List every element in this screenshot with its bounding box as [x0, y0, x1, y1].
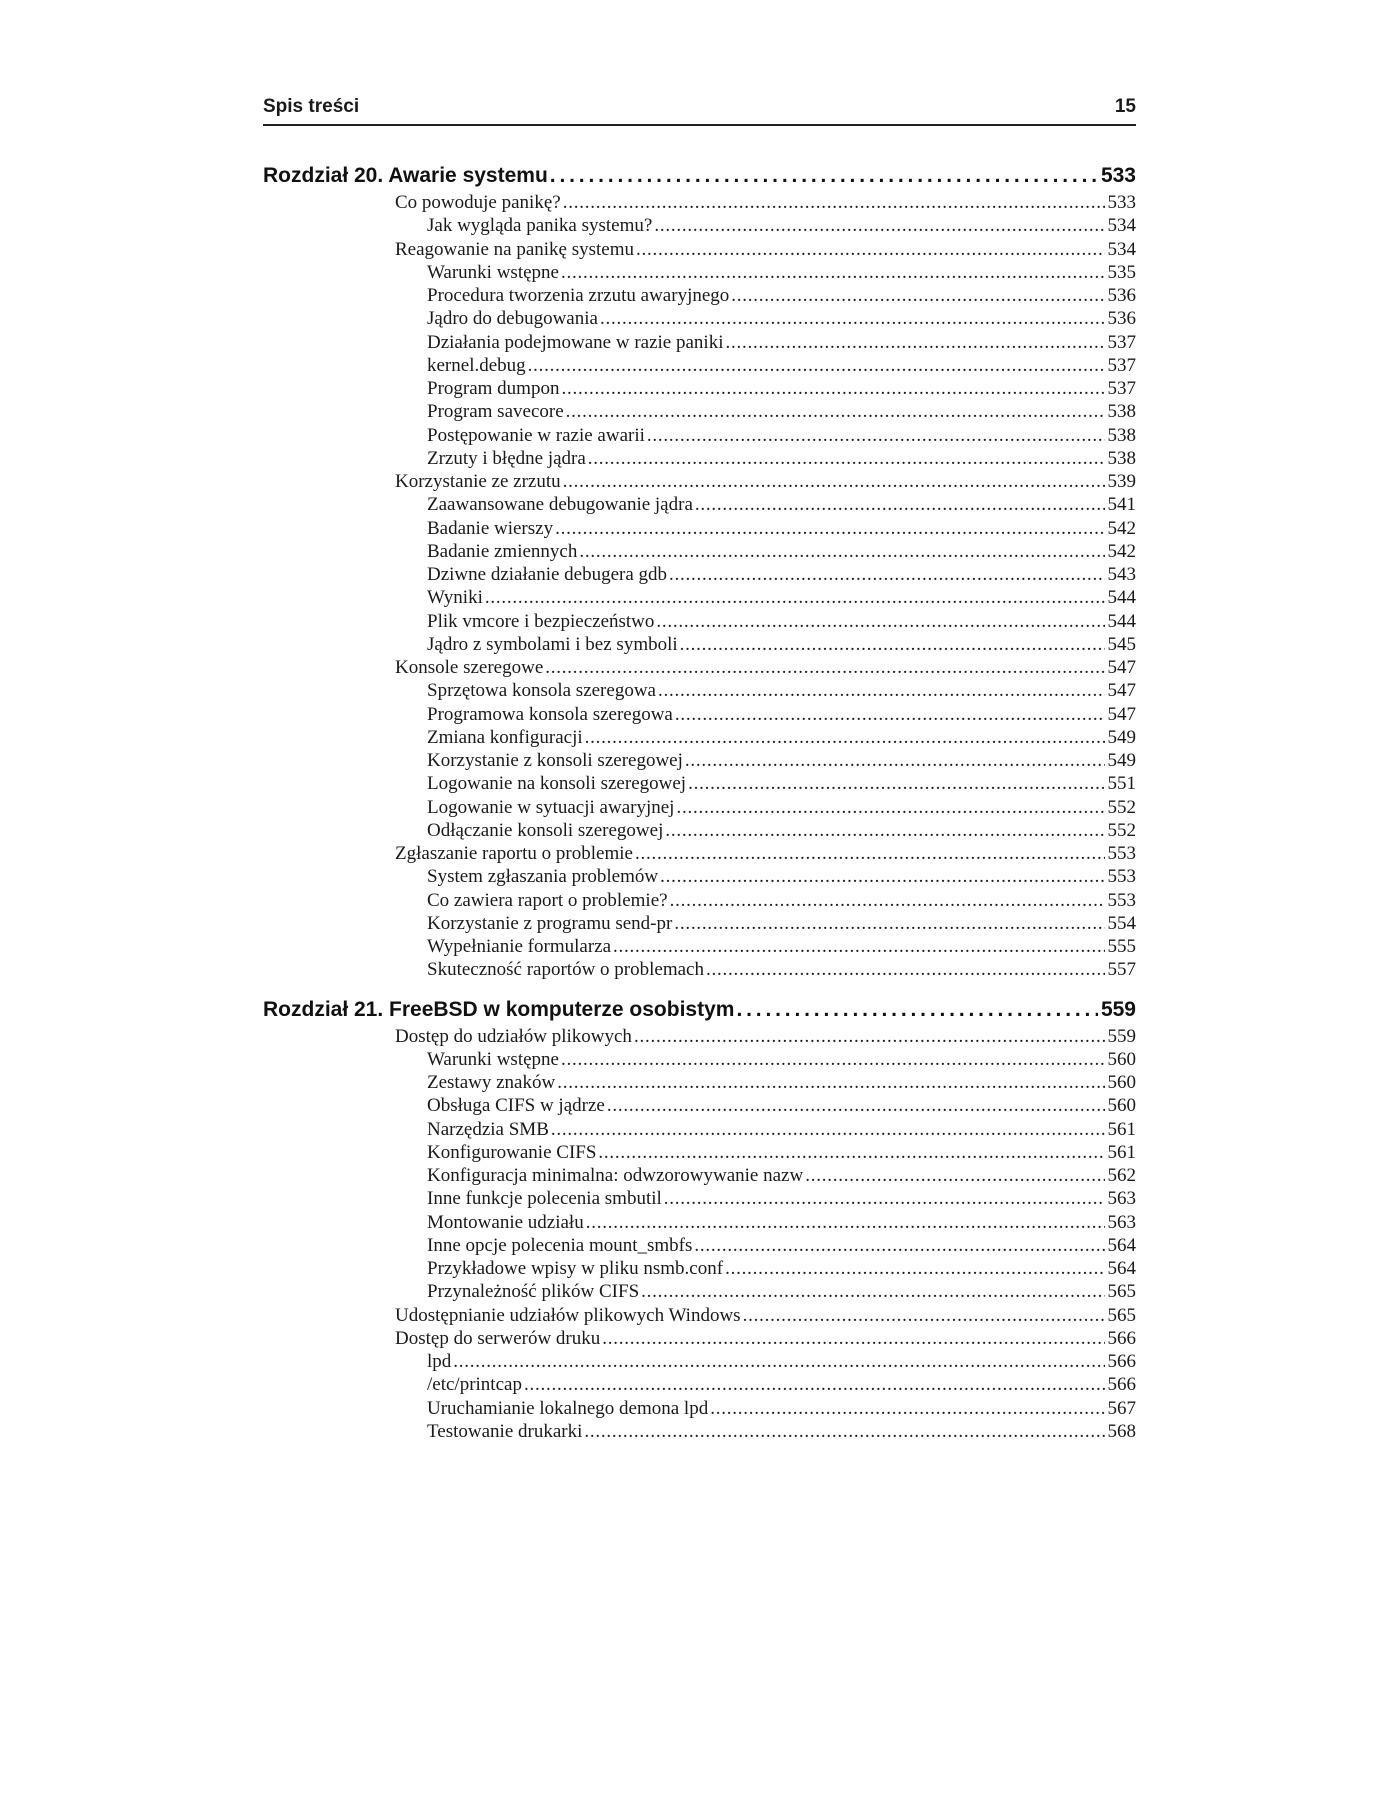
dot-leader: [685, 749, 1105, 772]
chapter-title: Rozdział 21. FreeBSD w komputerze osobistym: [263, 997, 735, 1021]
dot-leader: [585, 726, 1105, 749]
entry-page-number: 560: [1107, 1095, 1136, 1117]
toc-section-entry[interactable]: [263, 842, 1136, 865]
entry-title: Logowanie w sytuacji awaryjnej: [427, 796, 675, 818]
toc-subsection-entry[interactable]: [263, 1373, 1136, 1396]
dot-leader: [528, 354, 1105, 377]
dot-leader: [635, 842, 1105, 865]
entry-title: Program dumpon: [427, 378, 560, 399]
entry-page-number: 566: [1107, 1374, 1136, 1396]
toc-subsection-entry[interactable]: [263, 284, 1136, 307]
entry-title: /etc/printcap: [427, 1374, 522, 1396]
chapter-section: [263, 998, 1136, 1444]
toc-subsection-entry[interactable]: [263, 377, 1136, 400]
dot-leader: [660, 865, 1104, 888]
entry-page-number: 544: [1107, 587, 1136, 609]
entry-page-number: 534: [1107, 215, 1136, 237]
entry-page-number: 538: [1107, 447, 1136, 469]
dot-leader: [607, 1094, 1105, 1117]
dot-leader: [641, 1280, 1104, 1303]
dot-leader: [676, 796, 1104, 819]
toc-subsection-entry[interactable]: [263, 1141, 1136, 1164]
entry-title: Zaawansowane debugowanie jądra: [427, 494, 693, 516]
entry-title: Program savecore: [427, 401, 564, 423]
dot-leader: [602, 1327, 1104, 1350]
entry-page-number: 542: [1107, 540, 1136, 562]
dot-leader: [710, 1397, 1104, 1420]
toc-subsection-entry[interactable]: [263, 424, 1136, 447]
toc-subsection-entry[interactable]: [263, 1164, 1136, 1187]
toc-subsection-entry[interactable]: [263, 1187, 1136, 1210]
entry-title: System zgłaszania problemów: [427, 866, 659, 888]
entry-title: Uruchamianie lokalnego demona lpd: [427, 1397, 709, 1419]
entry-title: Programowa konsola szeregowa: [427, 703, 673, 725]
dot-leader: [658, 679, 1105, 702]
toc-subsection-entry[interactable]: [263, 703, 1136, 726]
entry-title: Wyniki: [427, 587, 483, 609]
dot-leader: [566, 400, 1105, 423]
entry-page-number: 552: [1107, 796, 1136, 818]
dot-leader: [634, 1025, 1105, 1048]
dot-leader: [586, 1211, 1105, 1234]
toc-subsection-entry[interactable]: [263, 354, 1136, 377]
toc-subsection-entry[interactable]: [263, 958, 1136, 981]
entry-title: Jak wygląda panika systemu?: [427, 215, 653, 237]
chapter-page-number: 559: [1100, 997, 1136, 1021]
entry-page-number: 564: [1107, 1234, 1136, 1256]
toc-subsection-entry[interactable]: [263, 749, 1136, 772]
toc-subsection-entry[interactable]: [263, 214, 1136, 237]
entry-page-number: 537: [1107, 354, 1136, 376]
entry-title: kernel.debug: [427, 354, 526, 376]
entry-page-number: 553: [1107, 843, 1136, 864]
entry-page-number: 549: [1107, 750, 1136, 771]
toc-subsection-entry[interactable]: [263, 261, 1136, 284]
chapter-section: [263, 164, 1136, 982]
toc-subsection-entry[interactable]: [263, 935, 1136, 958]
dot-leader: [557, 1071, 1104, 1094]
dot-leader: [665, 819, 1104, 842]
entry-title: Zgłaszanie raportu o problemie: [395, 843, 633, 864]
entry-page-number: 566: [1107, 1351, 1136, 1372]
entry-page-number: 566: [1107, 1327, 1136, 1349]
toc-subsection-entry[interactable]: [263, 447, 1136, 470]
toc-subsection-entry[interactable]: [263, 1397, 1136, 1420]
running-head: [263, 96, 1136, 126]
entry-page-number: 545: [1107, 633, 1136, 655]
entry-title: Procedura tworzenia zrzutu awaryjnego: [427, 285, 730, 306]
entry-title: Inne funkcje polecenia smbutil: [427, 1188, 662, 1210]
dot-leader: [598, 1141, 1104, 1164]
entry-title: Plik vmcore i bezpieczeństwo: [427, 610, 655, 632]
entry-page-number: 536: [1107, 308, 1136, 330]
entry-title: Montowanie udziału: [427, 1211, 584, 1233]
entry-page-number: 538: [1107, 424, 1136, 446]
toc-subsection-entry[interactable]: [263, 1257, 1136, 1280]
dot-leader: [654, 214, 1104, 237]
dot-leader: [563, 191, 1105, 214]
toc-subsection-entry[interactable]: [263, 1211, 1136, 1234]
entry-title: Postępowanie w razie awarii: [427, 424, 645, 446]
toc-section-entry[interactable]: [263, 1327, 1136, 1350]
entry-title: Udostępnianie udziałów plikowych Windows: [395, 1304, 741, 1326]
dot-leader: [636, 238, 1104, 261]
entry-page-number: 547: [1107, 680, 1136, 702]
toc-subsection-entry[interactable]: [263, 331, 1136, 354]
entry-title: Dziwne działanie debugera gdb: [427, 564, 668, 585]
dot-leader: [545, 656, 1104, 679]
toc-subsection-entry[interactable]: [263, 772, 1136, 795]
entry-title: Logowanie na konsoli szeregowej: [427, 773, 687, 795]
entry-page-number: 542: [1107, 517, 1136, 539]
dot-leader: [736, 998, 1098, 1022]
toc-section-entry[interactable]: [263, 470, 1136, 493]
dot-leader: [670, 889, 1105, 912]
dot-leader: [579, 540, 1104, 563]
entry-title: Inne opcje polecenia mount_smbfs: [427, 1234, 693, 1256]
entry-page-number: 537: [1107, 331, 1136, 353]
entry-page-number: 553: [1107, 889, 1136, 911]
entry-page-number: 544: [1107, 610, 1136, 632]
dot-leader: [647, 424, 1105, 447]
chapter-heading[interactable]: [263, 164, 1136, 191]
chapter-page-number: 533: [1100, 164, 1136, 187]
entry-title: Działania podejmowane w razie paniki: [427, 331, 724, 353]
entry-title: Testowanie drukarki: [427, 1420, 583, 1442]
entry-title: Co zawiera raport o problemie?: [427, 889, 668, 911]
dot-leader: [695, 493, 1105, 516]
entry-page-number: 567: [1107, 1397, 1136, 1419]
toc-section-entry[interactable]: [263, 238, 1136, 261]
toc-subsection-entry[interactable]: [263, 586, 1136, 609]
running-head-title: Spis treści: [263, 96, 360, 117]
entry-page-number: 551: [1107, 773, 1136, 795]
toc-subsection-entry[interactable]: [263, 517, 1136, 540]
toc-subsection-entry[interactable]: [263, 1280, 1136, 1303]
entry-page-number: 547: [1107, 703, 1136, 725]
entry-page-number: 560: [1107, 1072, 1136, 1093]
entry-title: Odłączanie konsoli szeregowej: [427, 819, 664, 841]
dot-leader: [805, 1164, 1104, 1187]
entry-title: Warunki wstępne: [427, 1048, 559, 1070]
entry-page-number: 533: [1107, 192, 1136, 213]
dot-leader: [563, 470, 1105, 493]
toc-subsection-entry[interactable]: [263, 540, 1136, 563]
entry-page-number: 552: [1107, 819, 1136, 841]
toc-subsection-entry[interactable]: [263, 1420, 1136, 1443]
entry-page-number: 554: [1107, 912, 1136, 934]
dot-leader: [743, 1304, 1105, 1327]
entry-title: Badanie wierszy: [427, 517, 554, 539]
entry-page-number: 561: [1107, 1141, 1136, 1163]
dot-leader: [726, 331, 1105, 354]
entry-page-number: 561: [1107, 1118, 1136, 1140]
toc-subsection-entry[interactable]: [263, 819, 1136, 842]
entry-title: Wypełnianie formularza: [427, 936, 612, 957]
chapter-heading[interactable]: [263, 998, 1136, 1025]
toc-section-entry[interactable]: [263, 1304, 1136, 1327]
entry-title: lpd: [427, 1351, 452, 1372]
entry-page-number: 543: [1107, 564, 1136, 585]
dot-leader: [453, 1350, 1104, 1373]
toc-subsection-entry[interactable]: [263, 1094, 1136, 1117]
toc-subsection-entry[interactable]: [263, 679, 1136, 702]
entry-page-number: 564: [1107, 1258, 1136, 1279]
toc-subsection-entry[interactable]: [263, 889, 1136, 912]
toc-subsection-entry[interactable]: [263, 912, 1136, 935]
toc-subsection-entry[interactable]: [263, 726, 1136, 749]
dot-leader: [485, 586, 1105, 609]
entry-page-number: 565: [1107, 1281, 1136, 1303]
entry-page-number: 559: [1107, 1025, 1136, 1047]
entry-title: Przykładowe wpisy w pliku nsmb.conf: [427, 1258, 724, 1279]
entry-title: Dostęp do udziałów plikowych: [395, 1025, 632, 1047]
entry-page-number: 539: [1107, 471, 1136, 492]
entry-title: Co powoduje panikę?: [395, 192, 561, 213]
running-head-page-number: 15: [1114, 96, 1136, 117]
toc-section-entry[interactable]: [263, 191, 1136, 214]
toc-subsection-entry[interactable]: [263, 493, 1136, 516]
entry-page-number: 537: [1107, 378, 1136, 399]
toc-section-entry[interactable]: [263, 656, 1136, 679]
dot-leader: [584, 1420, 1104, 1443]
toc-subsection-entry[interactable]: [263, 1118, 1136, 1141]
dot-leader: [688, 772, 1104, 795]
dot-leader: [600, 307, 1105, 330]
entry-page-number: 535: [1107, 261, 1136, 283]
entry-title: Korzystanie ze zrzutu: [395, 471, 561, 492]
chapter-title: Rozdział 20. Awarie systemu: [263, 164, 548, 187]
toc-subsection-entry[interactable]: [263, 633, 1136, 656]
toc-section-entry[interactable]: [263, 1025, 1136, 1048]
entry-title: Sprzętowa konsola szeregowa: [427, 680, 656, 702]
dot-leader: [694, 1234, 1104, 1257]
entry-page-number: 538: [1107, 401, 1136, 423]
toc-subsection-entry[interactable]: [263, 610, 1136, 633]
entry-page-number: 560: [1107, 1048, 1136, 1070]
entry-title: Korzystanie z programu send-pr: [427, 912, 673, 934]
dot-leader: [551, 1118, 1105, 1141]
toc-page: [263, 96, 1136, 1443]
entry-title: Jądro z symbolami i bez symboli: [427, 633, 678, 655]
dot-leader: [550, 164, 1098, 188]
entry-title: Zrzuty i błędne jądra: [427, 447, 586, 469]
dot-leader: [656, 610, 1104, 633]
toc-subsection-entry[interactable]: [263, 1350, 1136, 1373]
entry-title: Konfiguracja minimalna: odwzorowywanie nazw: [427, 1165, 804, 1186]
toc-subsection-entry[interactable]: [263, 1234, 1136, 1257]
entry-title: Obsługa CIFS w jądrze: [427, 1095, 605, 1117]
entry-page-number: 536: [1107, 285, 1136, 306]
entry-title: Zmiana konfiguracji: [427, 726, 583, 748]
toc-subsection-entry[interactable]: [263, 563, 1136, 586]
dot-leader: [613, 935, 1104, 958]
toc-subsection-entry[interactable]: [263, 1048, 1136, 1071]
entry-title: Przynależność plików CIFS: [427, 1281, 640, 1303]
toc-subsection-entry[interactable]: [263, 1071, 1136, 1094]
entry-page-number: 547: [1107, 657, 1136, 678]
table-of-contents: [263, 164, 1136, 1443]
toc-subsection-entry[interactable]: [263, 307, 1136, 330]
dot-leader: [524, 1373, 1105, 1396]
entry-title: Reagowanie na panikę systemu: [395, 238, 635, 260]
dot-leader: [675, 703, 1105, 726]
dot-leader: [669, 563, 1104, 586]
entry-title: Konsole szeregowe: [395, 657, 544, 678]
dot-leader: [555, 517, 1104, 540]
dot-leader: [561, 1048, 1105, 1071]
entry-title: Skuteczność raportów o problemach: [427, 959, 704, 981]
entry-page-number: 549: [1107, 726, 1136, 748]
entry-page-number: 565: [1107, 1304, 1136, 1326]
entry-title: Korzystanie z konsoli szeregowej: [427, 750, 683, 771]
dot-leader: [680, 633, 1105, 656]
entry-title: Warunki wstępne: [427, 261, 559, 283]
entry-page-number: 563: [1107, 1211, 1136, 1233]
entry-title: Jądro do debugowania: [427, 308, 598, 330]
dot-leader: [664, 1187, 1105, 1210]
entry-page-number: 568: [1107, 1420, 1136, 1442]
entry-page-number: 541: [1107, 494, 1136, 516]
entry-title: Narzędzia SMB: [427, 1118, 549, 1140]
entry-title: Zestawy znaków: [427, 1072, 556, 1093]
entry-title: Badanie zmiennych: [427, 540, 578, 562]
toc-subsection-entry[interactable]: [263, 796, 1136, 819]
dot-leader: [674, 912, 1104, 935]
toc-subsection-entry[interactable]: [263, 400, 1136, 423]
entry-page-number: 563: [1107, 1188, 1136, 1210]
entry-title: Dostęp do serwerów druku: [395, 1327, 601, 1349]
dot-leader: [731, 284, 1104, 307]
entry-page-number: 534: [1107, 238, 1136, 260]
entry-page-number: 562: [1107, 1165, 1136, 1186]
entry-page-number: 553: [1107, 866, 1136, 888]
dot-leader: [561, 377, 1104, 400]
entry-page-number: 555: [1107, 936, 1136, 957]
dot-leader: [725, 1257, 1104, 1280]
entry-title: Konfigurowanie CIFS: [427, 1141, 597, 1163]
dot-leader: [588, 447, 1105, 470]
dot-leader: [561, 261, 1105, 284]
toc-subsection-entry[interactable]: [263, 865, 1136, 888]
dot-leader: [706, 958, 1105, 981]
entry-page-number: 557: [1107, 959, 1136, 981]
